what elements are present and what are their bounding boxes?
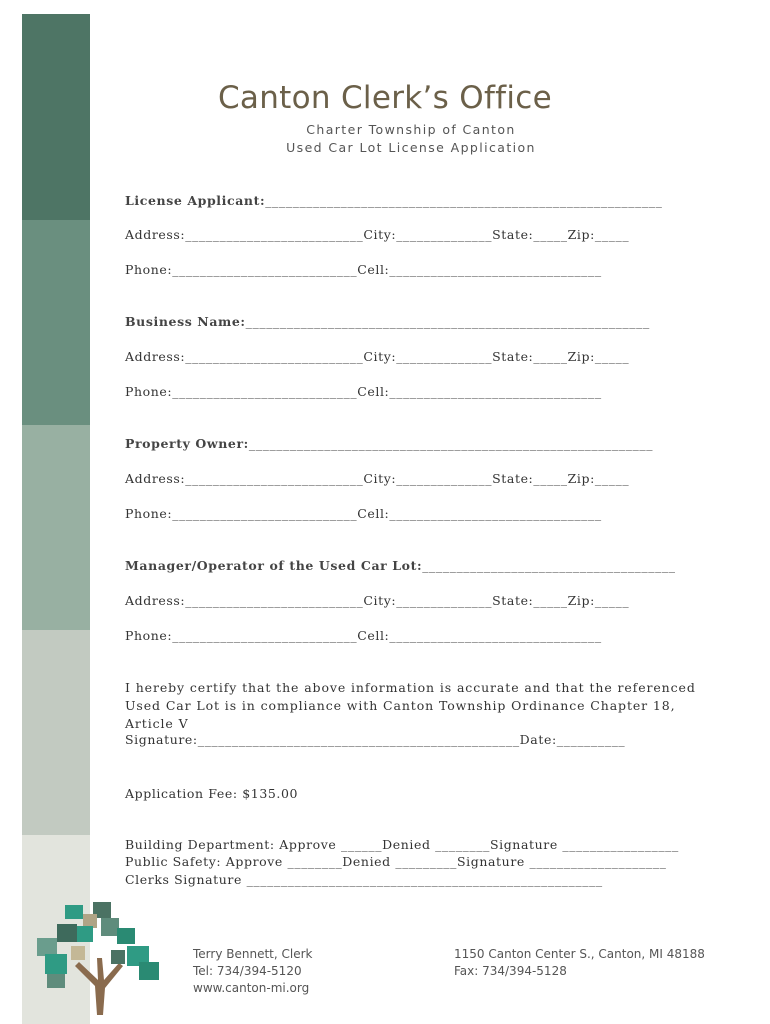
- footer-clerk-name: Terry Bennett, Clerk: [193, 947, 313, 961]
- footer-contact-right: [454, 946, 705, 980]
- manager-address-field[interactable]: Address:__________________________City:______________State:_____Zip:_____: [125, 593, 630, 608]
- business-address-field[interactable]: Address:__________________________City:______________State:_____Zip:_____: [125, 349, 630, 364]
- applicant-phone-field[interactable]: Phone:___________________________Cell:_______________________________: [125, 262, 602, 277]
- owner-address-field[interactable]: Address:__________________________City:______________State:_____Zip:_____: [125, 471, 630, 486]
- manager-label: Manager/Operator of the Used Car Lot:: [125, 558, 423, 573]
- side-band-2: [22, 220, 90, 425]
- footer-website-link[interactable]: www.canton-mi.org: [193, 981, 310, 995]
- safety-approval-field[interactable]: Public Safety: Approve ________Denied _________Signature ____________________: [125, 854, 667, 869]
- tree-logo-icon: [35, 900, 165, 1020]
- applicant-address-field[interactable]: Address:__________________________City:______________State:_____Zip:_____: [125, 227, 630, 242]
- certification-text: I hereby certify that the above information is accurate and that the referenced Used Car Lot is in compliance with Canton Township Ordinance Chapter 18, Article V: [125, 680, 696, 731]
- owner-label: Property Owner:: [125, 436, 249, 451]
- clerks-signature-field[interactable]: Clerks Signature ____________________________________________________: [125, 872, 603, 887]
- footer-tel: Tel: 734/394-5120: [193, 964, 302, 978]
- manager-field[interactable]: [125, 558, 676, 573]
- applicant-label: License Applicant:: [125, 193, 266, 208]
- signature-field[interactable]: Signature:_______________________________________________Date:__________: [125, 732, 626, 747]
- application-fee: Application Fee: $135.00: [125, 786, 299, 801]
- manager-phone-field[interactable]: Phone:___________________________Cell:_______________________________: [125, 628, 602, 643]
- owner-phone-field[interactable]: Phone:___________________________Cell:_______________________________: [125, 506, 602, 521]
- footer-address: 1150 Canton Center S., Canton, MI 48188: [454, 947, 705, 961]
- building-approval-field[interactable]: Building Department: Approve ______Denied ________Signature _________________: [125, 837, 679, 852]
- subtitle-form: Used Car Lot License Application: [286, 140, 536, 155]
- owner-blank: ___________________________________________________________: [248, 436, 654, 451]
- business-blank: ___________________________________________________________: [245, 314, 650, 329]
- owner-field[interactable]: [125, 436, 653, 451]
- applicant-field[interactable]: [125, 193, 663, 208]
- side-band-3: [22, 425, 90, 630]
- side-band-1: [22, 14, 90, 220]
- applicant-blank: __________________________________________________________: [265, 193, 663, 208]
- manager-blank: _____________________________________: [422, 558, 676, 573]
- subtitle-township: Charter Township of Canton: [306, 122, 516, 137]
- side-band-4: [22, 630, 90, 835]
- business-field[interactable]: [125, 314, 650, 329]
- business-phone-field[interactable]: Phone:___________________________Cell:_______________________________: [125, 384, 602, 399]
- page-title: Canton Clerk’s Office: [217, 80, 553, 116]
- footer-fax: Fax: 734/394-5128: [454, 964, 567, 978]
- footer-contact-left: [193, 946, 312, 997]
- business-label: Business Name:: [125, 314, 246, 329]
